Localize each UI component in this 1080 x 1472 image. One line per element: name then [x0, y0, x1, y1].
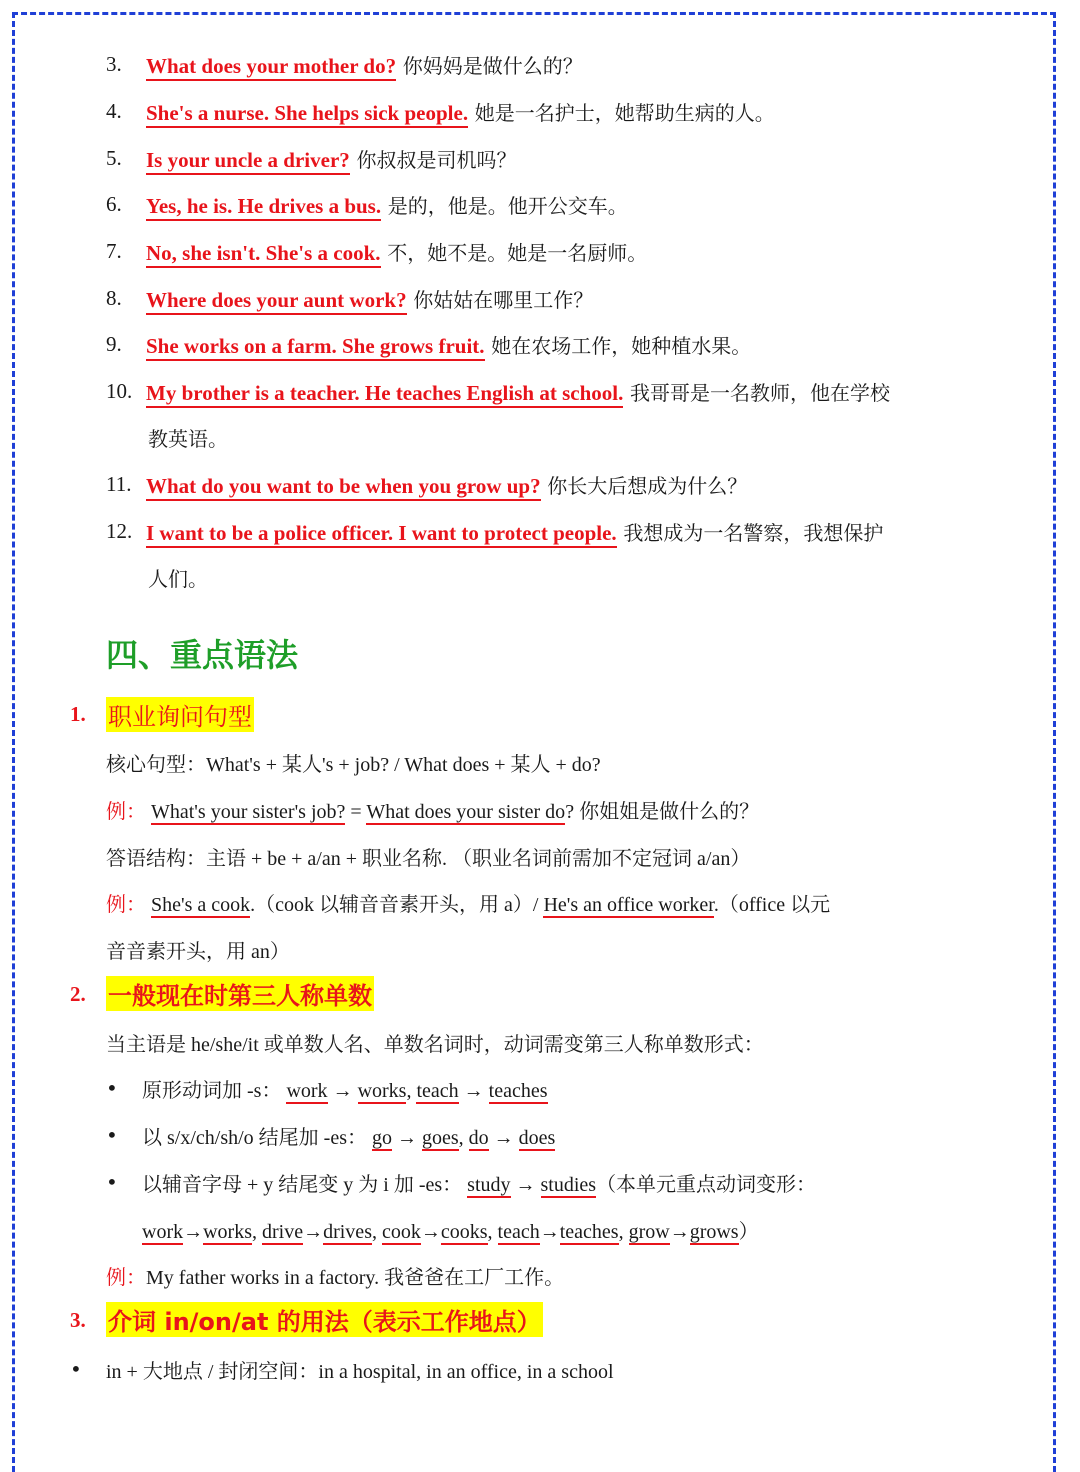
- sentence-number: 11.: [106, 472, 132, 496]
- sentence-chinese: 你叔叔是司机吗？: [356, 148, 517, 172]
- grammar-1-example-2-cont: 音音素开头，用 an）: [106, 941, 290, 963]
- sentence-english: Is your uncle a driver?: [146, 148, 350, 175]
- sentence-line: [146, 99, 775, 127]
- example-label: 例：: [106, 894, 146, 916]
- example-mid: .（cook 以辅音音素开头，用 a）/: [250, 894, 544, 916]
- sentence-number: 3.: [106, 52, 122, 76]
- grammar-2-number: 2.: [70, 982, 86, 1006]
- grammar-2-bullet-1: 原形动词加 -s： work → works, teach → teaches: [142, 1080, 548, 1102]
- sentence-number: 4.: [106, 99, 122, 123]
- grammar-2-verb-list: work→works, drive→drives, cook→cooks, teach→teaches, grow→grows）: [142, 1221, 759, 1243]
- sentence-english: She's a nurse. She helps sick people.: [146, 101, 468, 128]
- bullet-dot: •: [106, 1076, 118, 1100]
- sentence-english: My brother is a teacher. He teaches English at school.: [146, 381, 623, 408]
- sentence-chinese: 你姑姑在哪里工作？: [413, 288, 594, 312]
- sentence-line: [146, 519, 883, 547]
- example-text: My father works in a factory. 我爸爸在工厂工作。: [146, 1267, 565, 1289]
- sentence-line: [146, 332, 751, 360]
- verb: works: [357, 1080, 407, 1102]
- equals-sign: =: [345, 801, 367, 823]
- grammar-2-bullet-3: 以辅音字母 + y 结尾变 y 为 i 加 -es： study → studies（本单元重点动词变形：: [142, 1174, 817, 1196]
- sentence-chinese: 我哥哥是一名教师，他在学校: [630, 381, 891, 405]
- sentence-chinese: 你长大后想成为什么？: [547, 474, 748, 498]
- verb: teach: [416, 1080, 459, 1102]
- verb: studies: [540, 1174, 597, 1196]
- sentence-english: I want to be a police officer. I want to protect people.: [146, 521, 617, 548]
- sentence-english: Yes, he is. He drives a bus.: [146, 194, 381, 221]
- sentence-english: She works on a farm. She grows fruit.: [146, 334, 485, 361]
- sentence-line: [146, 286, 593, 314]
- verb: goes: [422, 1127, 459, 1149]
- close-paren: ）: [738, 1221, 759, 1243]
- verb: teaches: [488, 1080, 548, 1102]
- sentence-number: 10.: [106, 379, 133, 403]
- grammar-1-number: 1.: [70, 702, 86, 726]
- sentence-line: [146, 239, 647, 267]
- verb: work: [142, 1221, 184, 1243]
- grammar-3-title: 介词 in/on/at 的用法（表示工作地点）: [106, 1302, 543, 1337]
- example-question-b: What does your sister do: [366, 801, 566, 823]
- grammar-2-title: 一般现在时第三人称单数: [106, 976, 374, 1011]
- verb: grow: [628, 1221, 670, 1243]
- sentence-number: 8.: [106, 286, 122, 310]
- sentence-chinese: 你妈妈是做什么的？: [402, 54, 583, 78]
- sentence-chinese: 不，她不是。她是一名厨师。: [387, 241, 648, 265]
- sentence-line: [146, 379, 890, 407]
- sentence-line: [146, 52, 583, 80]
- sentence-number: 5.: [106, 146, 122, 170]
- page-border: [12, 12, 1056, 1472]
- rule-text: 以辅音字母 + y 结尾变 y 为 i 加 -es：: [142, 1174, 463, 1196]
- example-question-a: What's your sister's job?: [151, 801, 346, 823]
- sentence-number: 12.: [106, 519, 133, 543]
- sentence-chinese: 我想成为一名警察，我想保护: [623, 521, 884, 545]
- rule-text: 以 s/x/ch/sh/o 结尾加 -es：: [142, 1127, 367, 1149]
- example-b: He's an office worker: [543, 894, 714, 916]
- rule-note: （本单元重点动词变形：: [596, 1174, 817, 1196]
- example-cn: 你姐姐是做什么的？: [579, 801, 760, 823]
- sentence-chinese-cont: 教英语。: [148, 427, 228, 451]
- sentence-line: [146, 192, 628, 220]
- verb: cooks: [440, 1221, 488, 1243]
- grammar-3-number: 3.: [70, 1308, 86, 1332]
- sentence-number: 7.: [106, 239, 122, 263]
- verb: teaches: [559, 1221, 619, 1243]
- verb: grows: [689, 1221, 739, 1243]
- sentence-english: What do you want to be when you grow up?: [146, 474, 541, 501]
- section-title: 四、重点语法: [106, 636, 299, 674]
- grammar-2-example: [106, 1261, 564, 1290]
- sentence-number: 6.: [106, 192, 122, 216]
- verb: does: [518, 1127, 556, 1149]
- sentence-chinese: 她在农场工作，她种植水果。: [491, 334, 752, 358]
- sentence-number: 9.: [106, 332, 122, 356]
- rule-text: 原形动词加 -s：: [142, 1080, 282, 1102]
- grammar-1-example: [106, 795, 759, 824]
- bullet-dot: •: [106, 1170, 118, 1194]
- sentence-chinese-cont: 人们。: [148, 567, 208, 591]
- verb: go: [372, 1127, 392, 1149]
- bullet-dot: •: [70, 1357, 82, 1381]
- grammar-1-title: 职业询问句型: [106, 697, 254, 732]
- example-a: She's a cook: [151, 894, 251, 916]
- sentence-line: [146, 146, 516, 174]
- verb: drives: [323, 1221, 372, 1243]
- verb: cook: [381, 1221, 421, 1243]
- sentence-line: [146, 472, 747, 500]
- grammar-2-bullet-2: 以 s/x/ch/sh/o 结尾加 -es： go → goes, do → does: [142, 1127, 556, 1149]
- grammar-3-bullet-1: in + 大地点 / 封闭空间：in a hospital, in an office, in a school: [106, 1361, 614, 1383]
- sentence-english: Where does your aunt work?: [146, 288, 407, 315]
- sentence-chinese: 她是一名护士，她帮助生病的人。: [474, 101, 775, 125]
- question-mark: ?: [565, 801, 575, 823]
- sentence-english: What does your mother do?: [146, 54, 396, 81]
- sentence-chinese: 是的，他是。他开公交车。: [387, 194, 628, 218]
- verb: teach: [497, 1221, 540, 1243]
- example-label: 例：: [106, 1267, 146, 1289]
- grammar-1-example-2: [106, 888, 830, 917]
- sentence-english: No, she isn't. She's a cook.: [146, 241, 381, 268]
- example-label: 例：: [106, 801, 146, 823]
- verb: work: [286, 1080, 328, 1102]
- verb: study: [467, 1174, 511, 1196]
- verb: drive: [262, 1221, 304, 1243]
- bullet-dot: •: [106, 1123, 118, 1147]
- grammar-2-intro: 当主语是 he/she/it 或单数人名、单数名词时，动词需变第三人称单数形式：: [106, 1034, 764, 1056]
- grammar-1-answer: 答语结构：主语 + be + a/an + 职业名称. （职业名词前需加不定冠词 a/an）: [106, 848, 751, 870]
- grammar-1-core: 核心句型：What's + 某人's + job? / What does + 某人 + do?: [106, 754, 601, 776]
- example-end: .（office 以元: [713, 894, 831, 916]
- verb: do: [468, 1127, 489, 1149]
- verb: works: [203, 1221, 252, 1243]
